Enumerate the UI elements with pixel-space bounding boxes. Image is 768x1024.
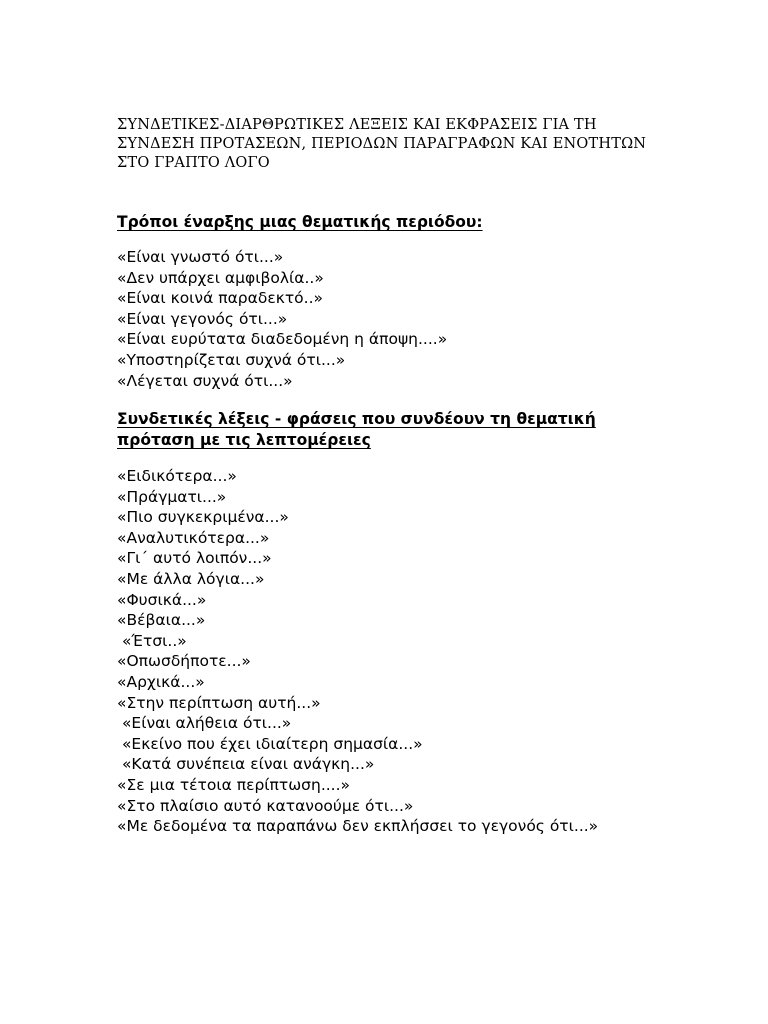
list-item: «Πιο συγκεκριμένα...» <box>117 508 289 527</box>
list-item: «Φυσικά...» <box>117 590 207 609</box>
list-item: «Είναι κοινά παραδεκτό..» <box>117 289 323 308</box>
list-item: «Στην περίπτωση αυτή...» <box>117 693 321 712</box>
document-title: ΣΥΝΔΕΤΙΚΕΣ-ΔΙΑΡΘΡΩΤΙΚΕΣ ΛΕΞΕΙΣ ΚΑΙ ΕΚΦΡΑΣΕΙΣ ΓΙΑ ΤΗ ΣΥΝΔΕΣΗ ΠΡΟΤΑΣΕΩΝ, ΠΕΡΙΟΔΩΝ ΠΑΡΑΓΡΑΦΩΝ ΚΑΙ ΕΝΟΤΗΤΩΝ ΣΤΟ ΓΡΑΠΤΟ ΛΟΓΟ <box>117 117 647 171</box>
list-item: «Αρχικά...» <box>117 672 205 691</box>
list-item: «Οπωσδήποτε...» <box>117 652 251 671</box>
list-item: «Βέβαια...» <box>117 611 206 630</box>
list-item: «Λέγεται συχνά ότι...» <box>117 371 293 390</box>
list-item: «Σε μια τέτοια περίπτωση....» <box>117 775 351 794</box>
list-item: «Ειδικότερα...» <box>117 467 237 485</box>
list-item: «Κατά συνέπεια είναι ανάγκη...» <box>117 755 375 774</box>
list-item: «Υποστηρίζεται συχνά ότι...» <box>117 350 346 369</box>
list-item: «Είναι γνωστό ότι...» <box>117 248 284 266</box>
section-heading-openings: Τρόποι έναρξης μιας θεματικής περιόδου: <box>117 213 483 231</box>
list-item: «Είναι αλήθεια ότι...» <box>117 714 292 733</box>
list-item: «Δεν υπάρχει αμφιβολία..» <box>117 268 324 287</box>
list-item: «Αναλυτικότερα...» <box>117 528 270 547</box>
list-item: «Με άλλα λόγια...» <box>117 569 265 588</box>
connector-phrases-list <box>117 466 677 837</box>
list-item: «Είναι γεγονός ότι...» <box>117 309 288 328</box>
list-item: «Με δεδομένα τα παραπάνω δεν εκπλήσσει το γεγονός ότι...» <box>117 817 599 836</box>
list-item: «Είναι ευρύτατα διαδεδομένη η άποψη....» <box>117 330 448 349</box>
list-item: «Εκείνο που έχει ιδιαίτερη σημασία...» <box>117 734 423 753</box>
list-item: «Πράγματι...» <box>117 487 227 506</box>
opening-phrases-list <box>117 247 677 391</box>
list-item: «Έτσι..» <box>117 631 187 650</box>
section-heading-connectors: Συνδετικές λέξεις - φράσεις που συνδέουν τη θεματική πρόταση με τις λεπτομέρειες <box>117 410 596 449</box>
list-item: «Στο πλαίσιο αυτό κατανοούμε ότι...» <box>117 796 414 815</box>
list-item: «Γι΄ αυτό λοιπόν...» <box>117 549 272 568</box>
